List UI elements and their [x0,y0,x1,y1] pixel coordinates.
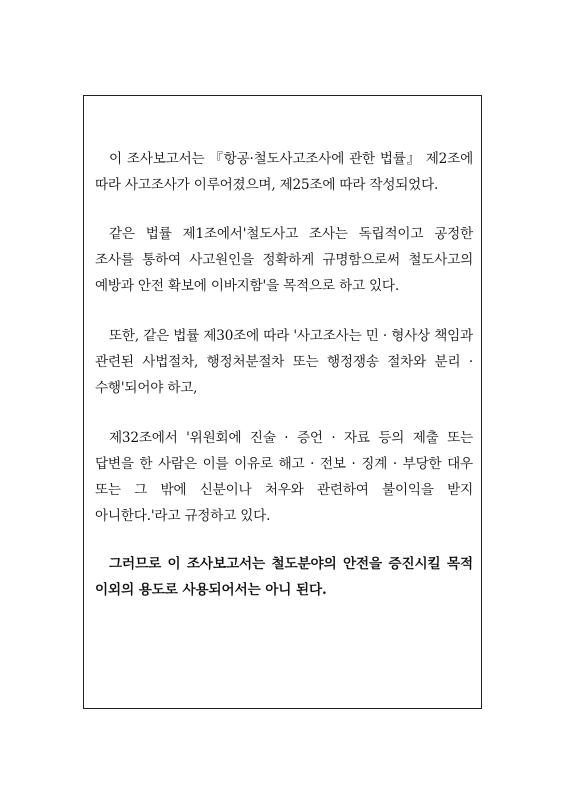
notice-paragraph-text: 그러므로 이 조사보고서는 철도분야의 안전을 증진시킬 목적 이외의 용도로 사용되어서는 아니 된다. [95,556,473,598]
notice-paragraph-usage-restriction [95,551,473,603]
notice-paragraph-text: 같은 법률 제1조에서'철도사고 조사는 독립적이고 공정한 조사를 통하여 사고원인을 정확하게 규명함으로써 철도사고의 예방과 안전 확보에 이바지함'을 목적으로 하고 있다. [95,226,473,294]
notice-paragraph-separation [95,323,473,401]
notice-content [95,146,473,603]
notice-paragraph-text: 제32조에서 '위원회에 진술 · 증언 · 자료 등의 제출 또는 답변을 한 사람은 이를 이유로 해고 · 전보 · 징계 · 부당한 대우 또는 그 밖에 신분이나 처우와 관련하여 불이익을 받지 아니한다.'라고 규정하고 있다. [95,430,473,524]
notice-paragraph-text: 또한, 같은 법률 제30조에 따라 '사고조사는 민 · 형사상 책임과 관련된 사법절차, 행정처분절차 또는 행정쟁송 절차와 분리 · 수행'되어야 하고, [95,328,473,396]
notice-paragraph-text: 이 조사보고서는 『항공·철도사고조사에 관한 법률』 제2조에 따라 사고조사가 이루어졌으며, 제25조에 따라 작성되었다. [95,151,473,193]
notice-paragraph-purpose [95,221,473,299]
notice-paragraph-legal-basis [95,146,473,198]
notice-paragraph-protection [95,425,473,529]
